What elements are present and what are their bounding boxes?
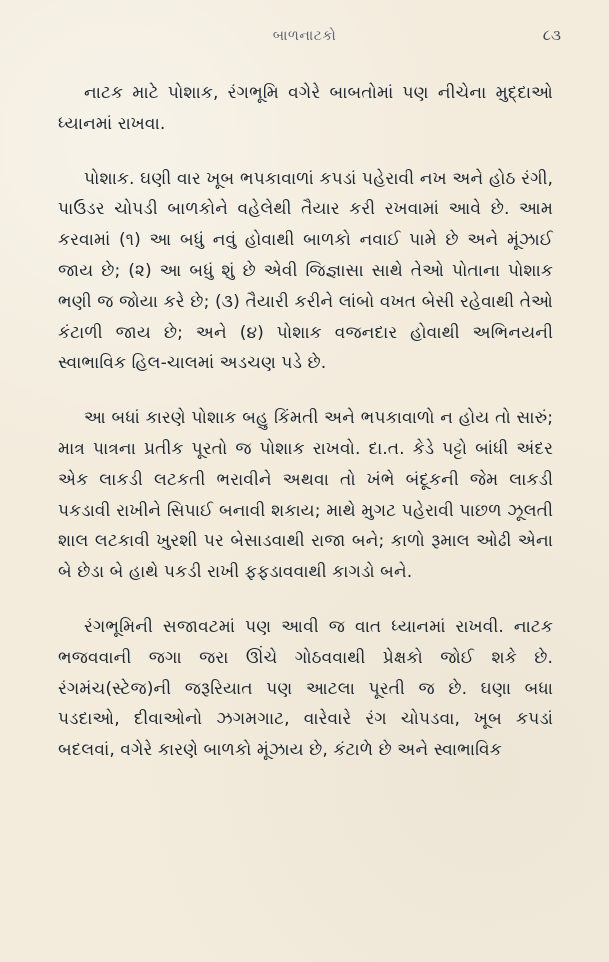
paragraph-costume: પોશાક. ઘણી વાર ખૂબ ભપકાવાળાં કપડાં પહેરાવી નખ અને હોઠ રંગી, પાઉડર ચોપડી બાળકોને વહેલેથી તૈયાર કરી રખવામાં આવે છે. આમ કરવામાં (૧) આ બધું નવું હોવાથી બાળકો નવાઈ પામે છે અને મૂંઝાઈ જાય છે; (૨) આ બધું શું છે એવી જિજ્ઞાસા સાથે તેઓ પોતાના પોશાક ભણી જ જોયા કરે છે; (૩) તૈયારી કરીને લાંબો વખત બેસી રહેવાથી તેઓ કંટાળી જાય છે; અને (૪) પોશાક વજનદાર હોવાથી અભિનયની સ્વાભાવિક હિલ-ચાલમાં અડચણ પડે છે.: [58, 168, 553, 374]
paragraph-intro: નાટક માટે પોશાક, રંગભૂમિ વગેરે બાબતોમાં પણ નીચેના મુદ્દાઓ ધ્યાનમાં રાખવા.: [58, 83, 553, 134]
running-title: બાળનાટકો: [272, 28, 337, 44]
page-content: [58, 78, 553, 790]
paragraph-costume-examples: આ બધાં કારણે પોશાક બહુ કિંમતી અને ભપકાવાળો ન હોય તો સારું; માત્ર પાત્રના પ્રતીક પૂરતો જ પોશાક રાખવો. દા.ત. કેડે પટ્ટો બાંધી અંદર એક લાકડી લટકતી ભરાવીને અથવા તો ખંભે બંદૂકની જેમ લાકડી પકડાવી રાખીને સિપાઈ બનાવી શકાય; માથે મુગટ પહેરાવી પાછળ ઝૂલતી શાલ લટકાવી ખુરશી પર બેસાડવાથી રાજા બને; કાળો રૂમાલ ઓઢી એના બે છેડા બે હાથે પકડી રાખી ફફડાવવાથી કાગડો બને.: [58, 408, 553, 583]
page-number: ૮૩: [542, 26, 561, 44]
paragraph-stage: રંગભૂમિની સજાવટમાં પણ આવી જ વાત ધ્યાનમાં રાખવી. નાટક ભજવવાની જગા જરા ઊંચે ગોઠવવાથી પ્રેક્ષકો જોઈ શકે છે. રંગમંચ(સ્ટેજ)ની જરૂરિયાત પણ આટલા પૂરતી જ છે. ઘણા બધા પડદાઓ, દીવાઓનો ઝગમગાટ, વારેવારે રંગ ચોપડવા, ખૂબ કપડાં બદલવાં, વગેરે કારણે બાળકો મૂંઝાય છે, કંટાળે છે અને સ્વાભાવિક: [58, 616, 553, 761]
